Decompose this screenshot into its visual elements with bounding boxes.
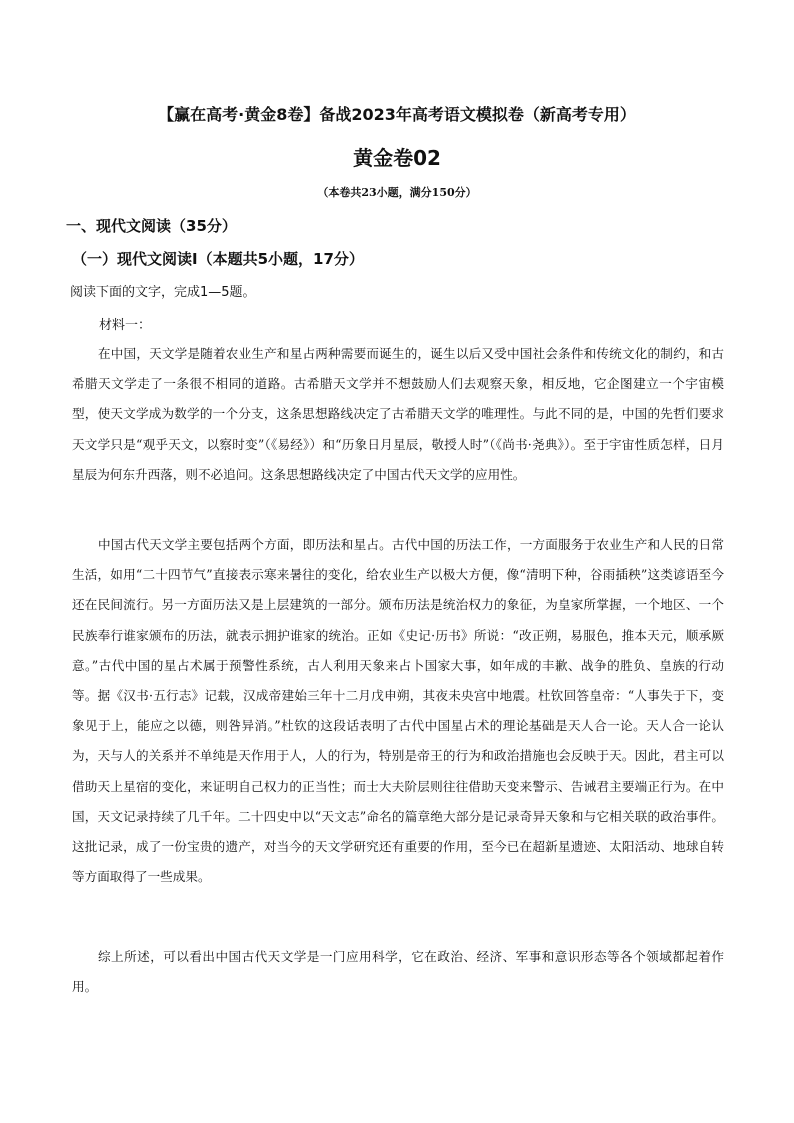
subsection-heading: （一）现代文阅读Ⅰ（本题共5小题，17分） bbox=[72, 250, 364, 268]
section-heading: 一、现代文阅读（35分） bbox=[66, 217, 237, 235]
paragraph: 综上所述，可以看出中国古代天文学是一门应用科学，它在政治、经济、军事和意识形态等各个领域都起着作用。 bbox=[72, 949, 724, 995]
exam-note: （本卷共23小题，满分150分） bbox=[317, 186, 477, 199]
exam-title: 【赢在高考·黄金8卷】备战2023年高考语文模拟卷（新高考专用） bbox=[158, 105, 636, 124]
reading-instruction: 阅读下面的文字，完成1—5题。 bbox=[70, 285, 256, 300]
exam-subtitle: 黄金卷02 bbox=[353, 146, 441, 170]
paragraph: 中国古代天文学主要包括两个方面，即历法和星占。古代中国的历法工作，一方面服务于农业生产和人民的日常生活，如用“二十四节气”直接表示寒来暑往的变化，给农业生产以极大方便，像“清明下种，谷雨插秧”这类谚语至今还在民间流行。另一方面历法又是上层建筑的一部分。颁布历法是统治权力的象征，为皇家所掌握，一个地区、一个民族奉行谁家颁布的历法，就表示拥护谁家的统治。正如《史记·历书》所说：“改正朔，易服色，推本天元，顺承厥意。”古代中国的星占术属于预警性系统，古人利用天象来占卜国家大事，如年成的丰歉、战争的胜负、皇族的行动等。据《汉书·五行志》记载，汉成帝建始三年十二月戊申朔，其夜未央宫中地震。杜钦回答皇帝：“人事失于下，变象见于上，能应之以德，则咎异消。”杜钦的这段话表明了古代中国星占术的理论基础是天人合一论。天人合一论认为，天与人的关系并不单纯是天作用于人，人的行为，特别是帝王的行为和政治措施也会反映于天。因此，君主可以借助天上星宿的变化，来证明自己权力的正当性；而士大夫阶层则往往借助天变来警示、告诫君主要端正行为。在中国，天文记录持续了几千年。二十四史中以“天文志”命名的篇章绝大部分是记录奇异天象和与它相关联的政治事件。这批记录，成了一份宝贵的遗产，对当今的天文学研究还有重要的作用，至今已在超新星遗迹、太阳活动、地球自转等方面取得了一些成果。 bbox=[72, 537, 724, 885]
material-label: 材料一： bbox=[99, 318, 152, 333]
paragraph: 在中国，天文学是随着农业生产和星占两种需要而诞生的，诞生以后又受中国社会条件和传统文化的制约，和古希腊天文学走了一条很不相同的道路。古希腊天文学并不想鼓励人们去观察天象，相反地，它企图建立一个宇宙模型，使天文学成为数学的一个分支，这条思想路线决定了古希腊天文学的唯理性。与此不同的是，中国的先哲们要求天文学只是“观乎天文，以察时变”（《易经》）和“历象日月星辰，敬授人时”（《尚书·尧典》）。至于宇宙性质怎样，日月星辰为何东升西落，则不必追问。这条思想路线决定了中国古代天文学的应用性。 bbox=[72, 346, 724, 482]
